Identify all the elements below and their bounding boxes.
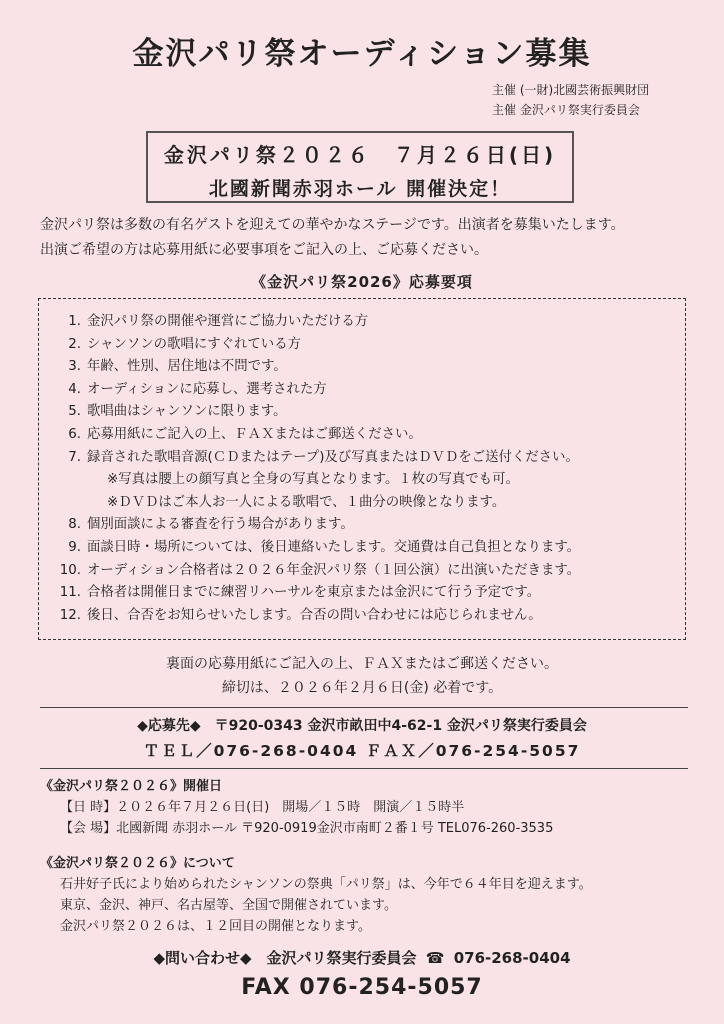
divider [40, 768, 688, 769]
application-address [0, 714, 724, 764]
contact-fax: FAX 076-254-5057 [241, 975, 483, 1000]
event-info [40, 776, 700, 839]
requirement-note-text: ※写真は腰上の顔写真と全身の写真となります。１枚の写真でも可。 [107, 472, 519, 488]
intro-line: 金沢パリ祭は多数の有名ゲストを迎えての華やかなステージです。出演者を募集いたします。 [40, 217, 625, 233]
organizers [492, 80, 649, 120]
intro-text [40, 213, 700, 263]
requirement-text: 面談日時・場所については、後日連絡いたします。交通費は自己負担となります。 [87, 539, 581, 555]
about-line: 東京、金沢、神戸、名古屋等、全国で開催されています。 [60, 898, 397, 913]
about-heading: 《金沢パリ祭２０２６》について [40, 856, 235, 871]
submission-instruction: 裏面の応募用紙にご記入の上、ＦＡＸまたはご郵送ください。 [166, 656, 558, 672]
event-venue: 【会 場】北國新聞 赤羽ホール 〒920-0919金沢市南町２番１号 TEL076-260-3535 [60, 821, 554, 836]
requirement-note [59, 492, 685, 515]
requirement-number: 9. [68, 539, 81, 555]
requirement-text: 後日、合否をお知らせいたします。合否の問い合わせには応じられません。 [87, 607, 542, 623]
requirement-item [59, 401, 685, 424]
requirement-item [59, 537, 685, 560]
requirement-item [59, 356, 685, 379]
deadline-text: 締切は、２０２６年２月６日(金) 必着です。 [221, 680, 503, 696]
organizer-line: 主催 金沢パリ祭実行委員会 [492, 103, 640, 117]
requirements-heading: 《金沢パリ祭2026》応募要項 [251, 273, 473, 291]
submission-note [0, 652, 724, 700]
telephone-icon: ☎ [425, 949, 445, 967]
requirement-item [59, 605, 685, 628]
event-heading: 《金沢パリ祭２０２６》開催日 [40, 779, 223, 794]
requirement-text: 個別面談による審査を行う場合があります。 [87, 517, 354, 533]
requirement-note [59, 469, 685, 492]
headline-event-date: 金沢パリ祭２０２６ ７月２６日(日) [163, 143, 557, 167]
requirement-item [59, 582, 685, 605]
requirement-text: 合格者は開催日までに練習リハーサルを東京または金沢にて行う予定です。 [87, 585, 541, 601]
about-line: 石井好子氏により始められたシャンソンの祭典「パリ祭」は、今年で６４年目を迎えます。 [60, 877, 592, 892]
requirement-number: 3. [68, 359, 81, 375]
requirement-number: 5. [68, 404, 81, 420]
requirement-item [59, 311, 685, 334]
page-title: 金沢パリ祭オーディション募集 [132, 36, 592, 72]
requirement-text: 金沢パリ祭の開催や運営にご協力いただける方 [87, 314, 369, 329]
requirement-number: 12. [59, 607, 81, 623]
requirement-number: 7. [68, 449, 81, 465]
divider [40, 707, 688, 708]
intro-line: 出演ご希望の方は応募用紙に必要事項をご記入の上、ご応募ください。 [40, 242, 488, 258]
contact-label: ◆問い合わせ◆ 金沢パリ祭実行委員会 [153, 949, 417, 967]
event-date: 【日 時】２０２６年７月２６日(日) 開場／１５時 開演／１５時半 [60, 800, 465, 815]
requirement-text: オーディション合格者は２０２６年金沢パリ祭（１回公演）に出演いただきます。 [87, 562, 581, 578]
requirement-item [59, 514, 685, 537]
contact-phone: 076-268-0404 [453, 949, 571, 967]
organizer-line: 主催 (一財)北國芸術振興財団 [492, 83, 650, 97]
requirement-item [59, 334, 685, 357]
requirement-number: 11. [59, 585, 81, 601]
requirement-number: 8. [68, 517, 81, 533]
requirement-number: 6. [68, 426, 81, 442]
requirement-note-text: ※ＤＶＤはご本人お一人による歌唱で、１曲分の映像となります。 [107, 494, 506, 510]
requirement-text: 歌唱曲はシャンソンに限ります。 [87, 404, 287, 420]
application-phone-fax: ＴＥＬ／076-268-0404 ＦＡＸ／076-254-5057 [143, 742, 581, 760]
about-line: 金沢パリ祭２０２６は、１２回目の開催となります。 [60, 919, 371, 934]
requirement-number: 1. [68, 314, 81, 329]
requirement-number: 4. [68, 381, 81, 397]
contact-line [0, 947, 724, 968]
requirement-text: シャンソンの歌唱にすぐれている方 [87, 336, 301, 352]
headline-box [146, 131, 574, 203]
requirement-text: 録音された歌唱音源(ＣＤまたはテープ)及び写真またはＤＶＤをご送付ください。 [87, 449, 579, 465]
requirement-item [59, 447, 685, 470]
application-address-line: ◆応募先◆ 〒920-0343 金沢市畝田中4-62-1 金沢パリ祭実行委員会 [137, 718, 587, 734]
requirement-item [59, 424, 685, 447]
requirements-box [38, 298, 686, 640]
headline-venue: 北國新聞赤羽ホール 開催決定！ [208, 178, 512, 200]
about-section [40, 853, 700, 937]
requirement-item [59, 379, 685, 402]
requirement-text: 年齢、性別、居住地は不問です。 [87, 359, 287, 375]
requirement-text: オーディションに応募し、選考された方 [87, 381, 327, 397]
requirement-number: 2. [68, 336, 81, 352]
requirement-text: 応募用紙にご記入の上、ＦＡＸまたはご郵送ください。 [87, 426, 422, 442]
requirement-number: 10. [59, 562, 81, 578]
requirement-item [59, 560, 685, 583]
